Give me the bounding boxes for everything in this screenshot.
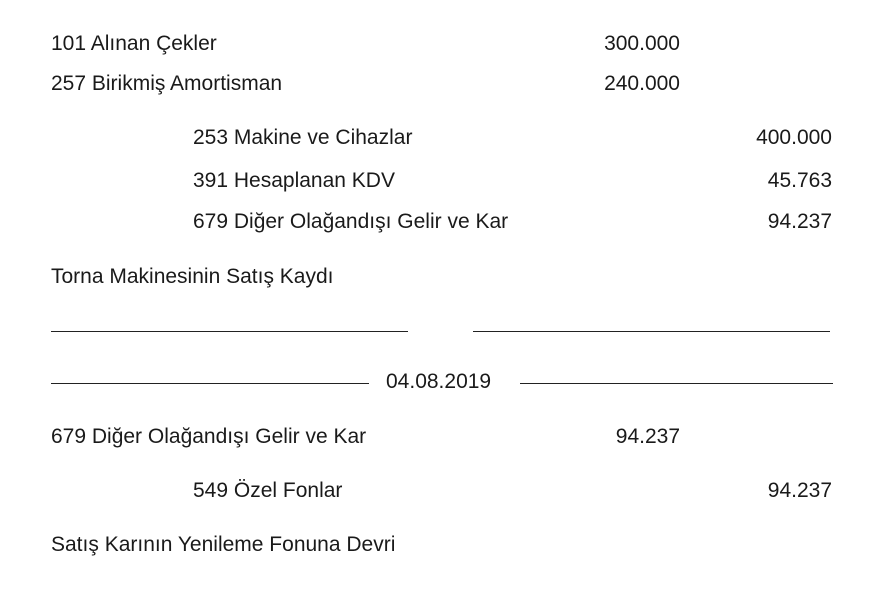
date-separator-right: [520, 383, 833, 384]
entry2-debit-account-1: 679 Diğer Olağandışı Gelir ve Kar: [51, 425, 367, 448]
entry1-description: Torna Makinesinin Satış Kaydı: [51, 265, 334, 288]
date-separator-left: [51, 383, 369, 384]
entry1-credit-amount-1: 400.000: [756, 126, 832, 149]
entry2-credit-amount-1: 94.237: [767, 479, 832, 502]
closing-underline-right: [473, 331, 830, 332]
entry1-credit-amount-2: 45.763: [767, 169, 832, 192]
closing-underline-left: [51, 331, 408, 332]
entry1-debit-account-2: 257 Birikmiş Amortisman: [51, 72, 283, 95]
entry1-credit-account-2: 391 Hesaplanan KDV: [193, 169, 395, 192]
entry1-debit-amount-2: 240.000: [604, 72, 680, 95]
entry1-credit-account-3: 679 Diğer Olağandışı Gelir ve Kar: [193, 210, 509, 233]
entry2-credit-account-1: 549 Özel Fonlar: [193, 479, 343, 502]
entry2-debit-amount-1: 94.237: [615, 425, 680, 448]
entry2-date: 04.08.2019: [386, 370, 492, 393]
entry1-debit-account-1: 101 Alınan Çekler: [51, 32, 217, 55]
entry2-description: Satış Karının Yenileme Fonuna Devri: [51, 533, 396, 556]
entry1-credit-account-1: 253 Makine ve Cihazlar: [193, 126, 413, 149]
entry1-debit-amount-1: 300.000: [604, 32, 680, 55]
entry1-credit-amount-3: 94.237: [767, 210, 832, 233]
